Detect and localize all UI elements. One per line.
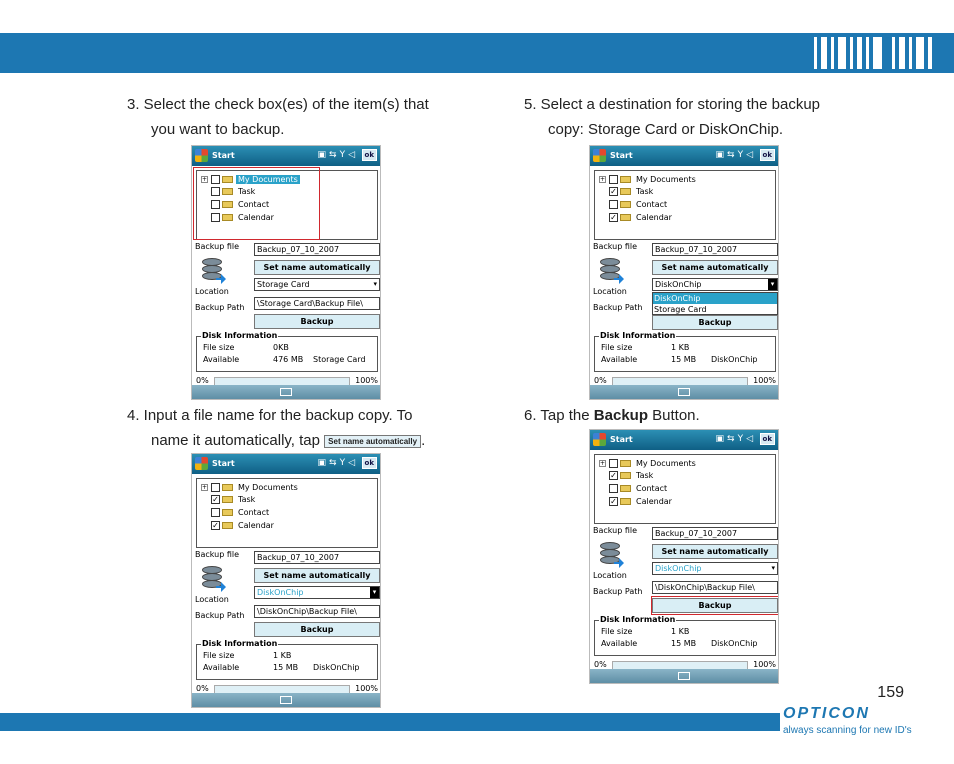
progress-bar: 0% 100% bbox=[594, 660, 776, 669]
backup-path-field[interactable]: \Storage Card\Backup File\ bbox=[254, 297, 380, 310]
backup-button[interactable]: Backup bbox=[254, 622, 380, 637]
chevron-down-icon: ▾ bbox=[373, 280, 377, 288]
checkbox-checked[interactable]: ✓ bbox=[610, 212, 617, 222]
screenshot-step-4: Start ▣⇆Y◁ ok + My Documents ✓ Task Contact ✓ Calendar Backup file Backup_07_10_2007 Set name automatically DiskOnChip ▾ Location Backup Path \DiskOnChip\Backup File\ Backup Disk Information File size 1 KB Available 15 MB DiskOnChip 0% 100% bbox=[191, 453, 381, 708]
location-dropdown[interactable]: Storage Card ▾ bbox=[254, 278, 380, 291]
barcode-graphic bbox=[814, 37, 936, 69]
checkbox[interactable] bbox=[211, 508, 220, 517]
step-4-text: 4. Input a file name for the backup copy. To name it automatically, tap Set name automatically . bbox=[127, 407, 426, 449]
title-bar: Start ▣⇆Y◁ ok bbox=[192, 146, 380, 166]
screenshot-step-3: Start ▣⇆Y◁ ok + My Documents Task Contact Calendar Backup file Backup_07_10_2007 Set name automatically Storage Card ▾ Location Backup Path \Storage Card\Backup File\ Backup Disk Information File size 0KB Available 476 MB Storage Card 0% 100% bbox=[191, 145, 381, 400]
expand-icon[interactable]: + bbox=[202, 483, 208, 491]
status-icons: ▣⇆Y◁ bbox=[317, 150, 358, 160]
title-bar: Start ▣⇆Y◁ ok bbox=[590, 430, 778, 450]
windows-start-icon[interactable] bbox=[593, 433, 606, 446]
keyboard-bar[interactable] bbox=[590, 669, 778, 683]
header-band bbox=[0, 33, 954, 73]
database-icon bbox=[202, 566, 224, 592]
status-icons: ▣⇆Y◁ bbox=[317, 458, 358, 468]
backup-button[interactable]: Backup bbox=[652, 598, 778, 613]
checkbox[interactable] bbox=[609, 484, 618, 493]
checkbox[interactable] bbox=[609, 459, 618, 468]
item-tree: + My Documents Task Contact Calendar bbox=[196, 170, 378, 240]
expand-icon[interactable]: + bbox=[600, 459, 606, 467]
set-name-button[interactable]: Set name automatically bbox=[652, 544, 778, 559]
checkbox-checked[interactable]: ✓ bbox=[212, 494, 219, 504]
inline-set-name-button: Set name automatically bbox=[324, 435, 421, 448]
database-icon bbox=[600, 258, 622, 284]
checkbox[interactable] bbox=[211, 483, 220, 492]
folder-icon bbox=[222, 509, 233, 516]
highlight-box bbox=[193, 167, 320, 240]
page-number: 159 bbox=[877, 684, 904, 701]
database-icon bbox=[202, 258, 224, 284]
item-tree: + My Documents ✓ Task Contact ✓ Calendar bbox=[594, 170, 776, 240]
title-bar: Start ▣⇆Y◁ ok bbox=[590, 146, 778, 166]
keyboard-bar[interactable] bbox=[192, 693, 380, 707]
keyboard-icon bbox=[678, 388, 690, 396]
set-name-button[interactable]: Set name automatically bbox=[254, 568, 380, 583]
title-bar: Start ▣⇆Y◁ ok bbox=[192, 454, 380, 474]
backup-file-field[interactable]: Backup_07_10_2007 bbox=[652, 527, 778, 540]
location-dropdown-list[interactable] bbox=[652, 292, 778, 315]
status-icons: ▣⇆Y◁ bbox=[715, 434, 756, 444]
item-tree: + My Documents ✓ Task Contact ✓ Calendar bbox=[594, 454, 776, 524]
opticon-logo: OPTICON bbox=[783, 705, 870, 722]
ok-button[interactable]: ok bbox=[760, 149, 775, 161]
step-5-text: 5. Select a destination for storing the backup copy: Storage Card or DiskOnChip. bbox=[524, 96, 821, 138]
set-name-button[interactable]: Set name automatically bbox=[254, 260, 380, 275]
folder-icon bbox=[620, 214, 631, 221]
checkbox[interactable] bbox=[609, 175, 618, 184]
ok-button[interactable]: ok bbox=[362, 457, 377, 469]
chevron-down-icon: ▾ bbox=[768, 279, 777, 290]
ok-button[interactable]: ok bbox=[362, 149, 377, 161]
folder-icon bbox=[222, 484, 233, 491]
folder-icon bbox=[620, 498, 631, 505]
keyboard-bar[interactable] bbox=[590, 385, 778, 399]
chevron-down-icon: ▾ bbox=[771, 564, 775, 572]
checkbox-checked[interactable]: ✓ bbox=[610, 186, 617, 196]
option-storage-card[interactable]: Storage Card bbox=[654, 305, 707, 314]
expand-icon[interactable]: + bbox=[202, 175, 208, 183]
backup-path-field[interactable]: \DiskOnChip\Backup File\ bbox=[254, 605, 380, 618]
checkbox[interactable] bbox=[609, 200, 618, 209]
disk-info: Disk Information File size 1 KB Available 15 MB DiskOnChip bbox=[594, 336, 776, 372]
item-tree: + My Documents ✓ Task Contact ✓ Calendar bbox=[196, 478, 378, 548]
expand-icon[interactable]: + bbox=[600, 175, 606, 183]
keyboard-icon bbox=[280, 696, 292, 704]
footer-band bbox=[0, 713, 780, 731]
status-icons: ▣⇆Y◁ bbox=[715, 150, 756, 160]
folder-icon bbox=[222, 522, 233, 529]
windows-start-icon[interactable] bbox=[593, 149, 606, 162]
backup-file-field[interactable]: Backup_07_10_2007 bbox=[652, 243, 778, 256]
progress-bar: 0% 100% bbox=[196, 684, 378, 693]
folder-icon bbox=[620, 460, 631, 467]
windows-start-icon[interactable] bbox=[195, 457, 208, 470]
step-3-text: 3. Select the check box(es) of the item(s) that you want to backup. bbox=[127, 96, 429, 138]
disk-info: Disk Information File size 1 KB Available 15 MB DiskOnChip bbox=[196, 644, 378, 680]
disk-info: Disk Information File size 0KB Available 476 MB Storage Card bbox=[196, 336, 378, 372]
location-dropdown[interactable]: DiskOnChip ▾ bbox=[254, 586, 380, 599]
folder-icon bbox=[222, 496, 233, 503]
screenshot-step-6: Start ▣⇆Y◁ ok + My Documents ✓ Task Contact ✓ Calendar Backup file Backup_07_10_2007 Set name automatically DiskOnChip ▾ Location Backup Path \DiskOnChip\Backup File\ Backup Disk Information File size 1 KB Available 15 MB DiskOnChip 0% 100% bbox=[589, 429, 779, 684]
keyboard-bar[interactable] bbox=[192, 385, 380, 399]
brand-tagline: always scanning for new ID's bbox=[783, 725, 912, 736]
progress-bar: 0% 100% bbox=[196, 376, 378, 385]
backup-button[interactable]: Backup bbox=[652, 315, 778, 330]
windows-start-icon[interactable] bbox=[195, 149, 208, 162]
disk-info: Disk Information File size 1 KB Available 15 MB DiskOnChip bbox=[594, 620, 776, 656]
highlight-box bbox=[651, 596, 779, 615]
folder-icon bbox=[620, 188, 631, 195]
folder-icon bbox=[620, 472, 631, 479]
folder-icon bbox=[620, 485, 631, 492]
folder-icon bbox=[620, 176, 631, 183]
chevron-down-icon: ▾ bbox=[370, 587, 379, 598]
location-dropdown[interactable]: DiskOnChip ▾ bbox=[652, 562, 778, 575]
database-icon bbox=[600, 542, 622, 568]
location-dropdown[interactable]: DiskOnChip ▾ bbox=[652, 278, 778, 291]
checkbox-checked[interactable]: ✓ bbox=[212, 520, 219, 530]
screenshot-step-5: Start ▣⇆Y◁ ok + My Documents ✓ Task Contact ✓ Calendar Backup file Backup_07_10_2007 Set name automatically DiskOnChip ▾ DiskOnChip Storage Card Location Backup Path Backup Disk Information File size 1 KB Available 15 MB DiskOnChip 0% 100% bbox=[589, 145, 779, 400]
step-6-text: 6. Tap the Backup Button. bbox=[524, 407, 700, 424]
checkbox-checked[interactable]: ✓ bbox=[610, 496, 617, 506]
backup-file-field[interactable]: Backup_07_10_2007 bbox=[254, 551, 380, 564]
set-name-button[interactable]: Set name automatically bbox=[652, 260, 778, 275]
folder-icon bbox=[620, 201, 631, 208]
option-diskonchip[interactable]: DiskOnChip bbox=[653, 293, 777, 304]
backup-button[interactable]: Backup bbox=[254, 314, 380, 329]
checkbox-checked[interactable]: ✓ bbox=[610, 470, 617, 480]
progress-bar: 0% 100% bbox=[594, 376, 776, 385]
backup-file-field[interactable]: Backup_07_10_2007 bbox=[254, 243, 380, 256]
keyboard-icon bbox=[280, 388, 292, 396]
ok-button[interactable]: ok bbox=[760, 433, 775, 445]
keyboard-icon bbox=[678, 672, 690, 680]
backup-path-field[interactable]: \DiskOnChip\Backup File\ bbox=[652, 581, 778, 594]
